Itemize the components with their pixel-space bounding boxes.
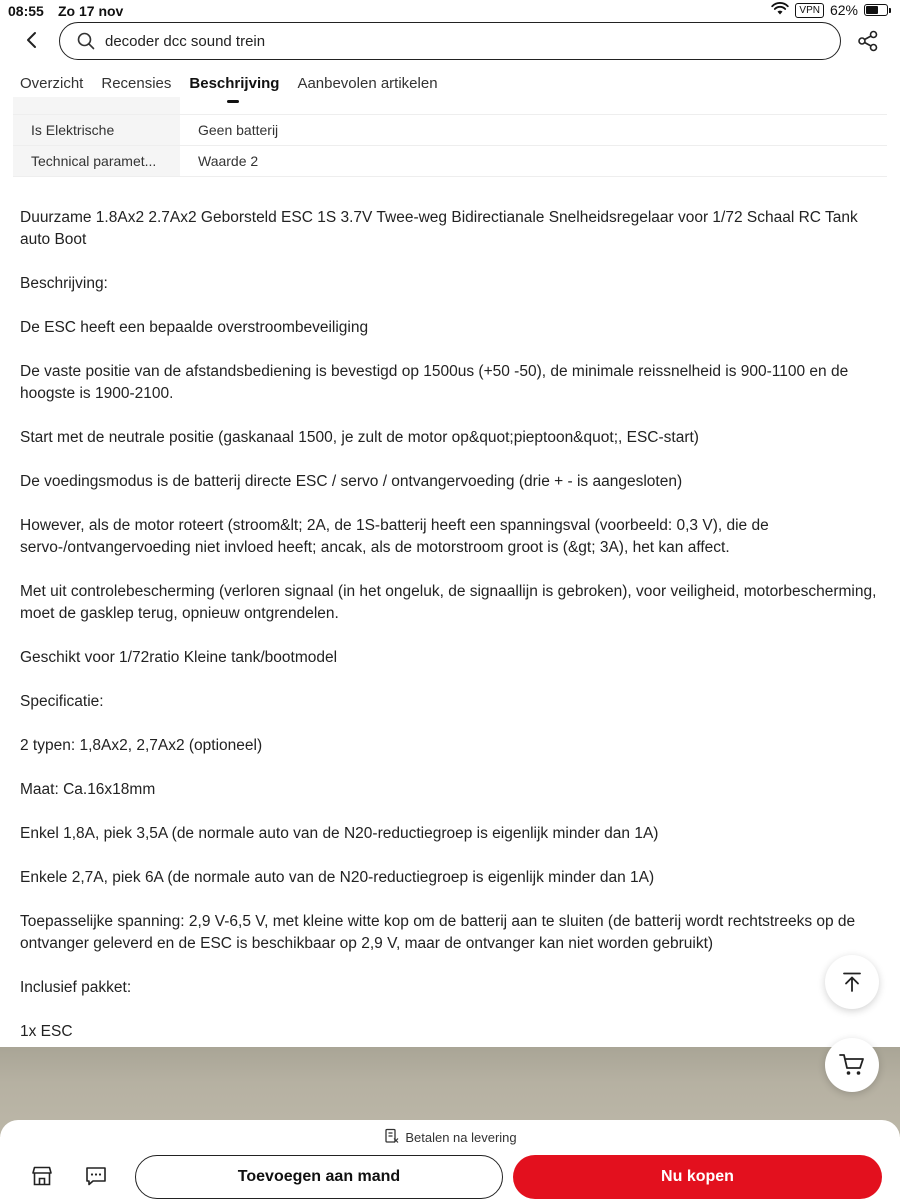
description-paragraph: Inclusief pakket: <box>20 979 132 996</box>
description-paragraph: Geschikt voor 1/72ratio Kleine tank/bootmodel <box>20 649 338 666</box>
description-paragraph: Start met de neutrale positie (gaskanaal 1500, je zult de motor op&quot;pieptoon&quot;, ESC-start) <box>20 429 699 446</box>
spec-value: Geen batterij <box>198 122 279 138</box>
description-paragraph: 1x ESC <box>20 1023 73 1040</box>
description-paragraph: Maat: Ca.16x18mm <box>20 781 156 798</box>
arrow-up-icon <box>840 970 864 994</box>
product-description <box>20 207 882 1065</box>
cod-notice <box>0 1128 900 1147</box>
battery-icon <box>864 4 888 16</box>
description-paragraph: Specificatie: <box>20 693 104 710</box>
description-paragraph: Toepasselijke spanning: 2,9 V-6,5 V, met kleine witte kop om de batterij aan te sluiten (de batterij wordt rechtstreeks op de ontvanger geleverd en de ESC is beschikbaar op 2,9 V, maar de ontvanger kan niet worden gebruikt) <box>20 913 856 952</box>
spec-key-partial <box>13 97 180 114</box>
spec-key: Is Elektrische <box>13 115 180 145</box>
search-icon <box>76 31 96 56</box>
battery-percent: 62% <box>829 2 858 18</box>
description-paragraph: Enkel 1,8A, piek 3,5A (de normale auto van de N20-reductiegroep is eigenlijk minder dan 1A) <box>20 825 659 842</box>
cod-label: Betalen na levering <box>405 1130 517 1145</box>
vpn-badge: VPN <box>795 3 824 18</box>
description-paragraph: However, als de motor roteert (stroom&lt; 2A, de 1S-batterij heeft een spanningsval (voorbeeld: 0,3 V), die de servo-/ontvangervoeding niet invloed heeft; ancak, als de motorstroom groot is (&gt; 3A), het kan affect. <box>20 517 769 556</box>
description-paragraph: Enkele 2,7A, piek 6A (de normale auto van de N20-reductiegroep is eigenlijk minder dan 1A) <box>20 869 655 886</box>
spec-row <box>13 146 887 177</box>
description-paragraph: De ESC heeft een bepaalde overstroombeveiliging <box>20 319 369 336</box>
search-input[interactable] <box>59 22 841 60</box>
bottom-action-bar <box>0 1120 900 1200</box>
description-paragraph: 2 typen: 1,8Ax2, 2,7Ax2 (optioneel) <box>20 737 263 754</box>
description-paragraph: De vaste positie van de afstandsbediening is bevestigd op 1500us (+50 -50), de minimale reissnelheid is 900-1100 en de hoogste is 1900-2100. <box>20 363 849 402</box>
chat-icon <box>84 1164 108 1188</box>
buy-now-button[interactable]: Nu kopen <box>513 1155 882 1199</box>
share-button[interactable] <box>856 29 880 53</box>
spec-row-partial <box>13 97 887 115</box>
back-button[interactable] <box>20 28 44 52</box>
spec-table <box>13 97 887 177</box>
cart-icon <box>838 1052 866 1078</box>
spec-row <box>13 115 887 146</box>
description-paragraph: Beschrijving: <box>20 275 108 292</box>
receipt-icon <box>383 1128 399 1147</box>
status-date: Zo 17 nov <box>58 3 124 19</box>
store-button[interactable] <box>30 1164 54 1193</box>
scroll-to-top-button[interactable] <box>825 955 879 1009</box>
tab-aanbevolen-artikelen[interactable]: Aanbevolen artikelen <box>297 75 438 92</box>
spec-value: Waarde 2 <box>198 153 259 169</box>
description-paragraph: Duurzame 1.8Ax2 2.7Ax2 Geborsteld ESC 1S 3.7V Twee-weg Bidirectianale Snelheidsregelaar voor 1/72 Schaal RC Tank auto Boot <box>20 209 858 248</box>
cart-button[interactable] <box>825 1038 879 1092</box>
share-icon <box>856 29 880 53</box>
wifi-icon <box>771 2 789 18</box>
status-right <box>771 2 888 18</box>
store-icon <box>30 1164 54 1188</box>
status-time: 08:55 <box>8 3 44 19</box>
chevron-left-icon <box>20 28 44 52</box>
tab-overzicht[interactable]: Overzicht <box>20 75 84 92</box>
description-paragraph: Met uit controlebescherming (verloren signaal (in het ongeluk, de signaallijn is gebroken), voor veiligheid, motorbescherming, moet de gasklep terug, opnieuw ontgrendelen. <box>20 583 877 622</box>
tab-beschrijving[interactable]: Beschrijving <box>189 75 279 100</box>
spec-key: Technical paramet... <box>13 146 180 176</box>
status-bar <box>0 0 900 22</box>
tab-recensies[interactable]: Recensies <box>101 75 172 92</box>
description-paragraph: De voedingsmodus is de batterij directe ESC / servo / ontvangervoeding (drie + - is aangesloten) <box>20 473 683 490</box>
chat-button[interactable] <box>84 1164 108 1193</box>
add-to-cart-button[interactable]: Toevoegen aan mand <box>135 1155 503 1199</box>
search-query: decoder dcc sound trein <box>105 33 266 50</box>
search-row <box>0 22 900 62</box>
